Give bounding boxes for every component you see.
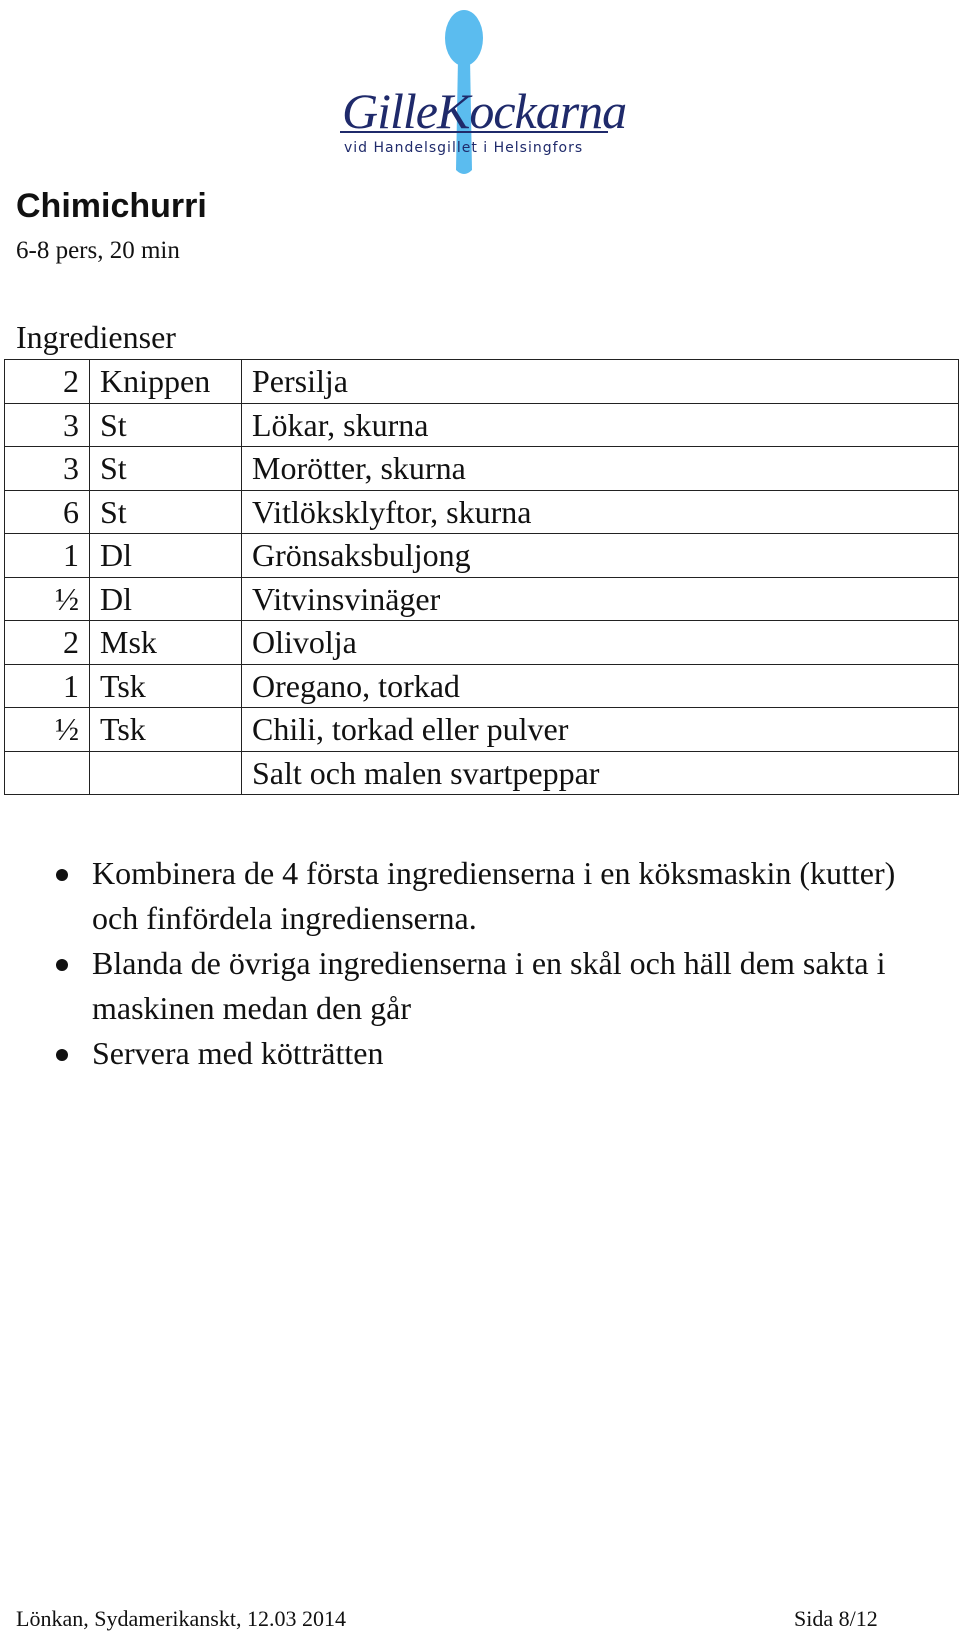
- ingredient-row: [5, 534, 959, 578]
- ingredient-row: [5, 447, 959, 491]
- bullet-icon: [56, 869, 68, 881]
- ingredient-name: Grönsaksbuljong: [242, 534, 959, 578]
- ingredient-row: [5, 403, 959, 447]
- ingredient-row: [5, 708, 959, 752]
- ingredient-qty: 6: [5, 490, 90, 534]
- ingredient-row: [5, 360, 959, 404]
- ingredient-qty: 1: [5, 534, 90, 578]
- ingredient-name: Olivolja: [242, 621, 959, 665]
- servings-time: 6-8 pers, 20 min: [16, 237, 180, 264]
- logo: [336, 6, 636, 186]
- ingredient-qty: 3: [5, 447, 90, 491]
- ingredients-table: [4, 359, 959, 795]
- ingredient-unit: Knippen: [90, 360, 242, 404]
- instruction-text: Servera med kötträtten: [92, 1035, 384, 1071]
- ingredient-row: [5, 577, 959, 621]
- ingredient-row: [5, 664, 959, 708]
- ingredient-name: Vitlöksklyftor, skurna: [242, 490, 959, 534]
- ingredient-name: Chili, torkad eller pulver: [242, 708, 959, 752]
- ingredient-qty: [5, 751, 90, 795]
- logo-wordmark: GilleKockarna: [342, 83, 627, 139]
- ingredient-name: Oregano, torkad: [242, 664, 959, 708]
- ingredient-qty: 2: [5, 621, 90, 665]
- ingredient-qty: ½: [5, 577, 90, 621]
- ingredient-name: Lökar, skurna: [242, 403, 959, 447]
- ingredient-row: [5, 751, 959, 795]
- ingredient-row: [5, 490, 959, 534]
- ingredient-unit: Msk: [90, 621, 242, 665]
- instruction-step: [0, 1031, 955, 1076]
- instruction-step: [0, 851, 955, 941]
- ingredient-unit: St: [90, 403, 242, 447]
- bullet-icon: [56, 959, 68, 971]
- instruction-step: [0, 941, 955, 1031]
- ingredient-unit: Dl: [90, 577, 242, 621]
- ingredient-row: [5, 621, 959, 665]
- ingredient-unit: St: [90, 447, 242, 491]
- recipe-title: Chimichurri: [16, 187, 207, 225]
- ingredient-qty: 1: [5, 664, 90, 708]
- ingredient-unit: [90, 751, 242, 795]
- ingredient-qty: ½: [5, 708, 90, 752]
- ingredient-unit: Tsk: [90, 664, 242, 708]
- instructions-list: [0, 851, 955, 1076]
- ingredient-qty: 2: [5, 360, 90, 404]
- ingredient-name: Morötter, skurna: [242, 447, 959, 491]
- ingredient-name: Persilja: [242, 360, 959, 404]
- bullet-icon: [56, 1049, 68, 1061]
- ingredient-name: Salt och malen svartpeppar: [242, 751, 959, 795]
- logo-tagline: vid Handelsgillet i Helsingfors: [344, 140, 584, 156]
- ingredient-name: Vitvinsvinäger: [242, 577, 959, 621]
- instruction-text: Blanda de övriga ingredienserna i en skål och häll dem sakta i maskinen medan den går: [92, 945, 886, 1026]
- instruction-text: Kombinera de 4 första ingredienserna i en köksmaskin (kutter) och finfördela ingredienserna.: [92, 855, 896, 936]
- ingredients-heading: Ingredienser: [16, 319, 176, 355]
- footer-source: Lönkan, Sydamerikanskt, 12.03 2014: [16, 1606, 346, 1631]
- ingredient-unit: Tsk: [90, 708, 242, 752]
- ingredient-unit: St: [90, 490, 242, 534]
- ingredient-unit: Dl: [90, 534, 242, 578]
- ingredient-qty: 3: [5, 403, 90, 447]
- footer-page-number: Sida 8/12: [794, 1606, 878, 1631]
